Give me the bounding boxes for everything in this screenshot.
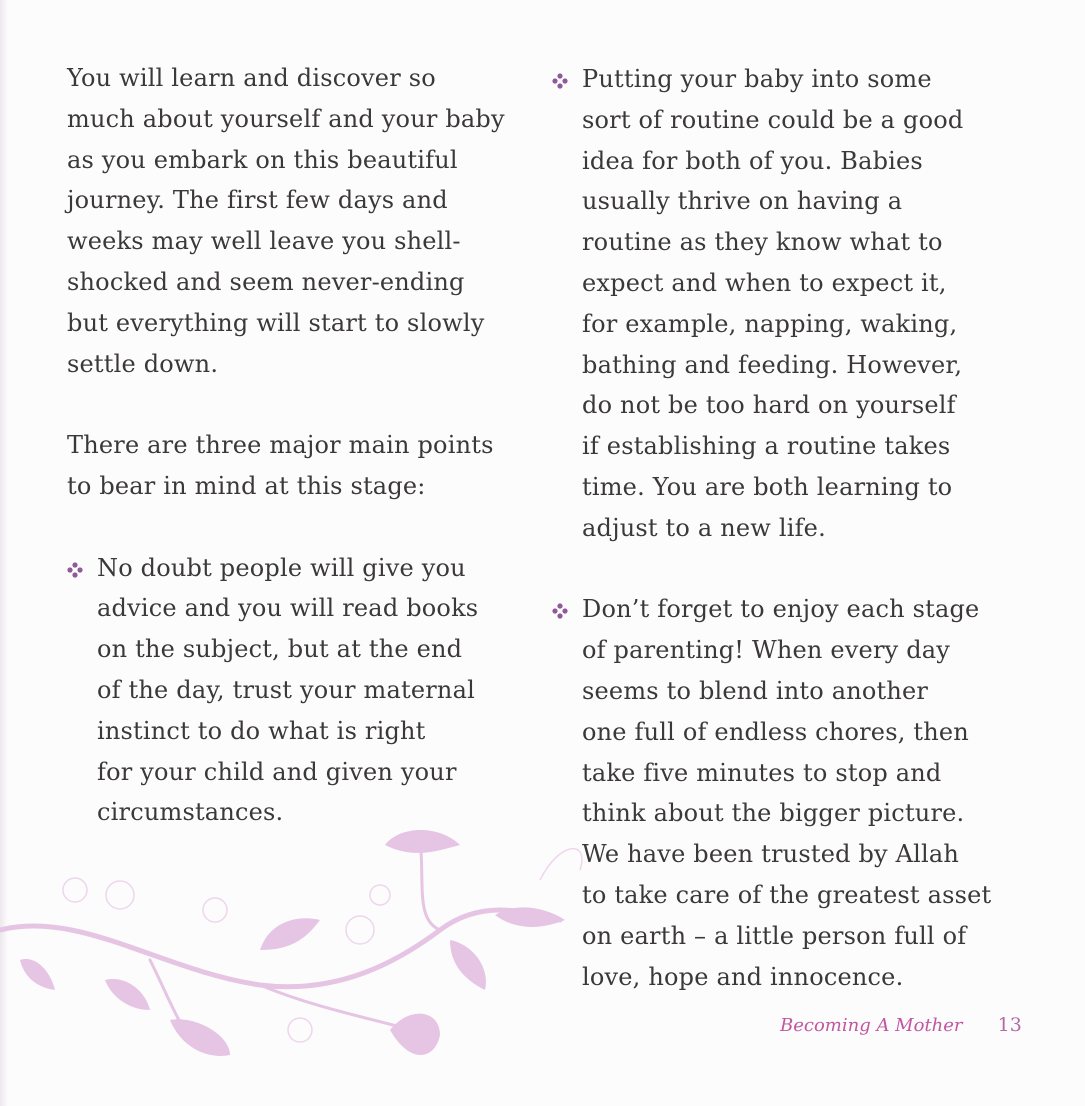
page-number: 13 (997, 1014, 1022, 1036)
running-footer-title: Becoming A Mother (780, 1015, 963, 1036)
bullet-point-enjoy (552, 589, 1032, 997)
text-line: on the subject, but at the end (97, 635, 463, 664)
bullet-point-routine (552, 59, 1032, 549)
text-line: for example, napping, waking, (582, 309, 958, 338)
text-line: usually thrive on having a (582, 187, 903, 216)
text-line: of parenting! When every day (582, 636, 951, 665)
text-line: as you embark on this beautiful (67, 145, 458, 174)
text-line: There are three major main points (67, 431, 494, 460)
text-line: instinct to do what is right (97, 716, 426, 745)
intro-paragraph (67, 58, 527, 384)
four-dot-diamond-icon (552, 603, 568, 619)
text-line: sort of routine could be a good (582, 105, 964, 134)
text-line: time. You are both learning to (582, 472, 953, 501)
text-line: on earth – a little person full of (582, 921, 967, 950)
page-footer (780, 1014, 1022, 1036)
text-line: take five minutes to stop and (582, 758, 942, 787)
text-line: You will learn and discover so (67, 64, 436, 92)
text-line: seems to blend into another (582, 676, 929, 705)
text-line: to take care of the greatest asset (582, 880, 992, 909)
text-line: journey. The first few days and (67, 186, 448, 215)
text-line: expect and when to expect it, (582, 268, 947, 297)
text-line: of the day, trust your maternal (97, 675, 475, 704)
text-line: adjust to a new life. (582, 513, 826, 542)
text-line: shocked and seem never-ending (67, 267, 465, 296)
text-line: but everything will start to slowly (67, 308, 485, 337)
text-line: for your child and given your (97, 757, 457, 786)
text-line: think about the bigger picture. (582, 799, 965, 828)
text-line: do not be too hard on yourself (582, 391, 956, 420)
text-line: Don’t forget to enjoy each stage (582, 595, 980, 624)
text-line: if establishing a routine takes (582, 432, 951, 461)
right-column (552, 59, 1032, 1038)
text-line: settle down. (67, 349, 219, 378)
bullet-point-advice (67, 548, 527, 834)
text-line: advice and you will read books (97, 594, 479, 623)
text-line: routine as they know what to (582, 228, 943, 257)
text-line: one full of endless chores, then (582, 717, 969, 746)
left-column (67, 58, 527, 874)
text-line: to bear in mind at this stage: (67, 471, 426, 500)
four-dot-diamond-icon (552, 73, 568, 89)
text-line: bathing and feeding. However, (582, 350, 963, 379)
text-line: Putting your baby into some (582, 65, 932, 93)
text-line: much about yourself and your baby (67, 104, 505, 133)
text-line: No doubt people will give you (97, 553, 466, 582)
four-dot-diamond-icon (67, 562, 83, 578)
points-intro-paragraph (67, 425, 527, 507)
text-line: weeks may well leave you shell- (67, 227, 461, 256)
text-line: circumstances. (97, 798, 284, 827)
text-line: idea for both of you. Babies (582, 146, 923, 175)
text-line: We have been trusted by Allah (582, 840, 960, 869)
text-line: love, hope and innocence. (582, 962, 904, 991)
